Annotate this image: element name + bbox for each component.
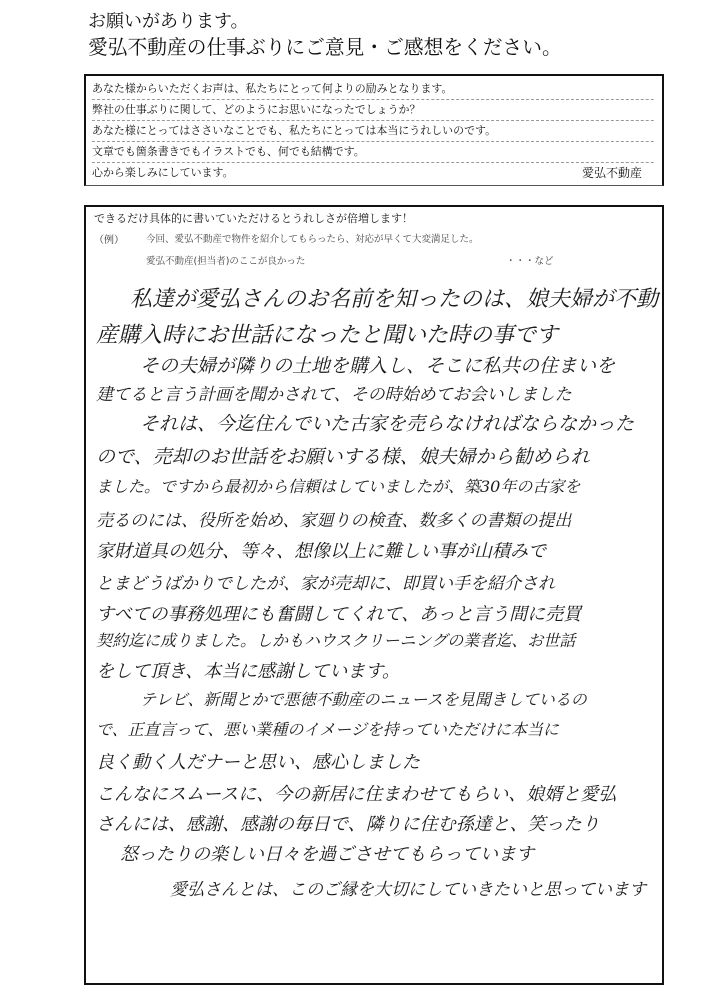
intro-line: あなた様からいただくお声は、私たちにとって何よりの励みとなります。 <box>92 78 654 100</box>
example-label: （例） <box>94 235 124 246</box>
handwritten-line: すべての事務処理にも奮闘してくれて、あっと言う間に売買 <box>96 604 582 625</box>
example-line: 愛弘不動産(担当者)のここが良かった <box>146 256 306 267</box>
handwritten-line: それは、今迄住んでいた古家を売らなければならなかった <box>140 413 635 435</box>
handwritten-line: をして頂き、本当に感謝しています。 <box>96 661 400 682</box>
handwritten-line: とまどうばかりでしたが、家が売却に、即買い手を紹介され <box>96 574 555 594</box>
handwritten-line: 契約迄に成りました。しかもハウスクリーニングの業者迄、お世話 <box>96 631 576 650</box>
intro-line: 心から楽しみにしています。 <box>92 166 234 179</box>
handwritten-line: ました。ですから最初から信頼はしていましたが、築30年の古家を <box>96 477 581 496</box>
handwritten-line: テレビ、新聞とかで悪徳不動産のニュースを見聞きしているの <box>140 690 587 709</box>
handwritten-line: 産購入時にお世話になったと聞いた時の事です <box>96 323 559 348</box>
handwritten-line: さんには、感謝、感謝の毎日で、隣りに住む孫達と、笑ったり <box>96 814 600 835</box>
company-signature: 愛弘不動産 <box>581 166 642 180</box>
handwritten-line: 建てると言う計画を聞かされて、その時始めてお会いしました <box>96 385 572 405</box>
handwritten-line: その夫婦が隣りの土地を購入し、そこに私共の住まいを <box>140 355 616 377</box>
handwritten-line: 売るのには、役所を始め、家廻りの検査、数多くの書類の提出 <box>96 511 572 531</box>
handwritten-line: 良く動く人だナーと思い、感心しました <box>96 752 420 773</box>
form-header: できるだけ具体的に書いていただけるとうれしさが倍増します！ <box>94 212 413 225</box>
title-main: 愛弘不動産の仕事ぶりにご意見・ご感想をください。 <box>88 35 562 59</box>
intro-line: あなた様にとってはささいなことでも、私たちにとっては本当にうれしいのです。 <box>92 120 654 142</box>
comment-form-box <box>84 205 664 985</box>
handwritten-line: 家財道具の処分、等々、想像以上に難しい事が山積みで <box>96 541 546 562</box>
handwritten-line: 怒ったりの楽しい日々を過ごさせてもらっています <box>120 844 534 865</box>
handwritten-line: こんなにスムースに、今の新居に住まわせてもらい、娘婿と愛弘 <box>96 784 617 805</box>
handwritten-line: で、正直言って、悪い業種のイメージを持っていただけに本当に <box>96 720 559 739</box>
title-request: お願いがあります。 <box>88 11 249 32</box>
example-line: 今回、愛弘不動産で物件を紹介してもらったら、対応が早くて大変満足した。 <box>146 234 479 245</box>
title-block <box>88 10 708 60</box>
intro-line: 弊社の仕事ぶりに関して、どのようにお思いになったでしょうか？ <box>92 99 654 121</box>
intro-box <box>84 74 664 186</box>
intro-line: 文章でも箇条書きでもイラストでも、何でも結構です。 <box>92 141 654 163</box>
handwritten-line: ので、売却のお世話をお願いする様、娘夫婦から勧められ <box>96 446 590 468</box>
example-etc: ・・・など <box>506 256 554 267</box>
handwritten-line: 愛弘さんとは、このご縁を大切にしていきたいと思っています <box>170 880 646 900</box>
handwritten-line: 私達が愛弘さんのお名前を知ったのは、娘夫婦が不動 <box>130 287 659 312</box>
